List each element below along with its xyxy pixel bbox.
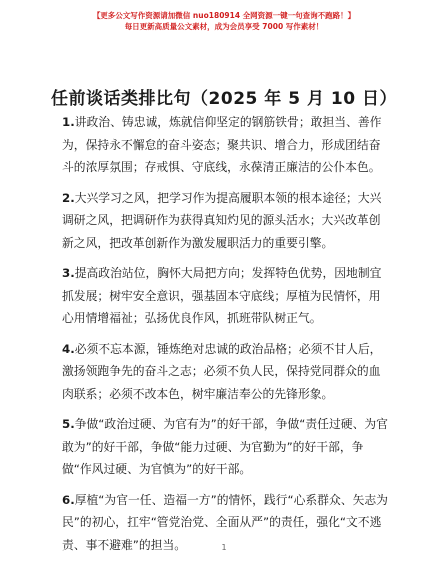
paragraph-3 (62, 262, 388, 330)
paragraph-text: 讲政治、铸忠诚，炼就信仰坚定的钢筋铁骨；敢担当、善作为，保持永不懈怠的奋斗姿态；聚共识、增合力，形成团结奋斗的浓厚氛围；存戒惧、守底线，永葆清正廉洁的公仆本色。 (62, 115, 382, 174)
paragraph-number: 5. (62, 417, 75, 431)
paragraph-text: 提高政治站位，胸怀大局把方向；发挥特色优势，因地制宜抓发展；树牢安全意识，强基固本守底线；厚植为民情怀，用心用情增福祉；弘扬优良作风，抓班带队树正气。 (62, 266, 382, 325)
banner-line-1: 【更多公文写作资源请加微信 nuo180914 全网资源一键一句查询不跑路！】 (92, 11, 356, 20)
paragraph-text: 必须不忘本源，锤炼绝对忠诚的政治品格；必须不甘人后，激扬领跑争先的奋斗之志；必须不负人民，保持党同群众的血肉联系；必须不改本色，树牢廉洁奉公的先锋形象。 (62, 341, 382, 401)
document-title: 任前谈话类排比句（2025 年 5 月 10 日） (51, 89, 397, 109)
paragraph-number: 6. (62, 492, 75, 507)
paragraph-5 (62, 413, 388, 481)
paragraph-text: 争做“政治过硬、为官有为”的好干部，争做“责任过硬、为官敢为”的好干部，争做“能力过硬、为官勤为”的好干部，争做“作风过硬、为官慎为”的好干部。 (62, 417, 388, 476)
banner-line-2: 每日更新高质量公文素材，成为会员享受 7000 写作素材！ (124, 22, 324, 31)
promo-banner (0, 10, 448, 32)
paragraph-number: 2. (62, 190, 75, 205)
paragraph-1 (62, 111, 388, 179)
paragraph-number: 3. (62, 266, 75, 280)
paragraph-number: 4. (62, 341, 75, 356)
paragraph-2 (62, 187, 388, 255)
paragraph-text: 大兴学习之风，把学习作为提高履职本领的根本途径；大兴调研之风，把调研作为获得真知灼见的源头活水；大兴改革创新之风，把改革创新作为激发履职活力的重要引擎。 (62, 190, 382, 250)
paragraph-number: 1. (62, 115, 75, 129)
paragraph-text: 厚植“为官一任、造福一方”的情怀，践行“心系群众、矢志为民”的初心，扛牢“管党治党、全面从严”的责任，强化“文不逃责、事不避难”的担当。 (62, 492, 388, 552)
page-number: 1 (221, 543, 227, 552)
paragraph-4 (62, 338, 388, 406)
document-body (62, 111, 388, 564)
